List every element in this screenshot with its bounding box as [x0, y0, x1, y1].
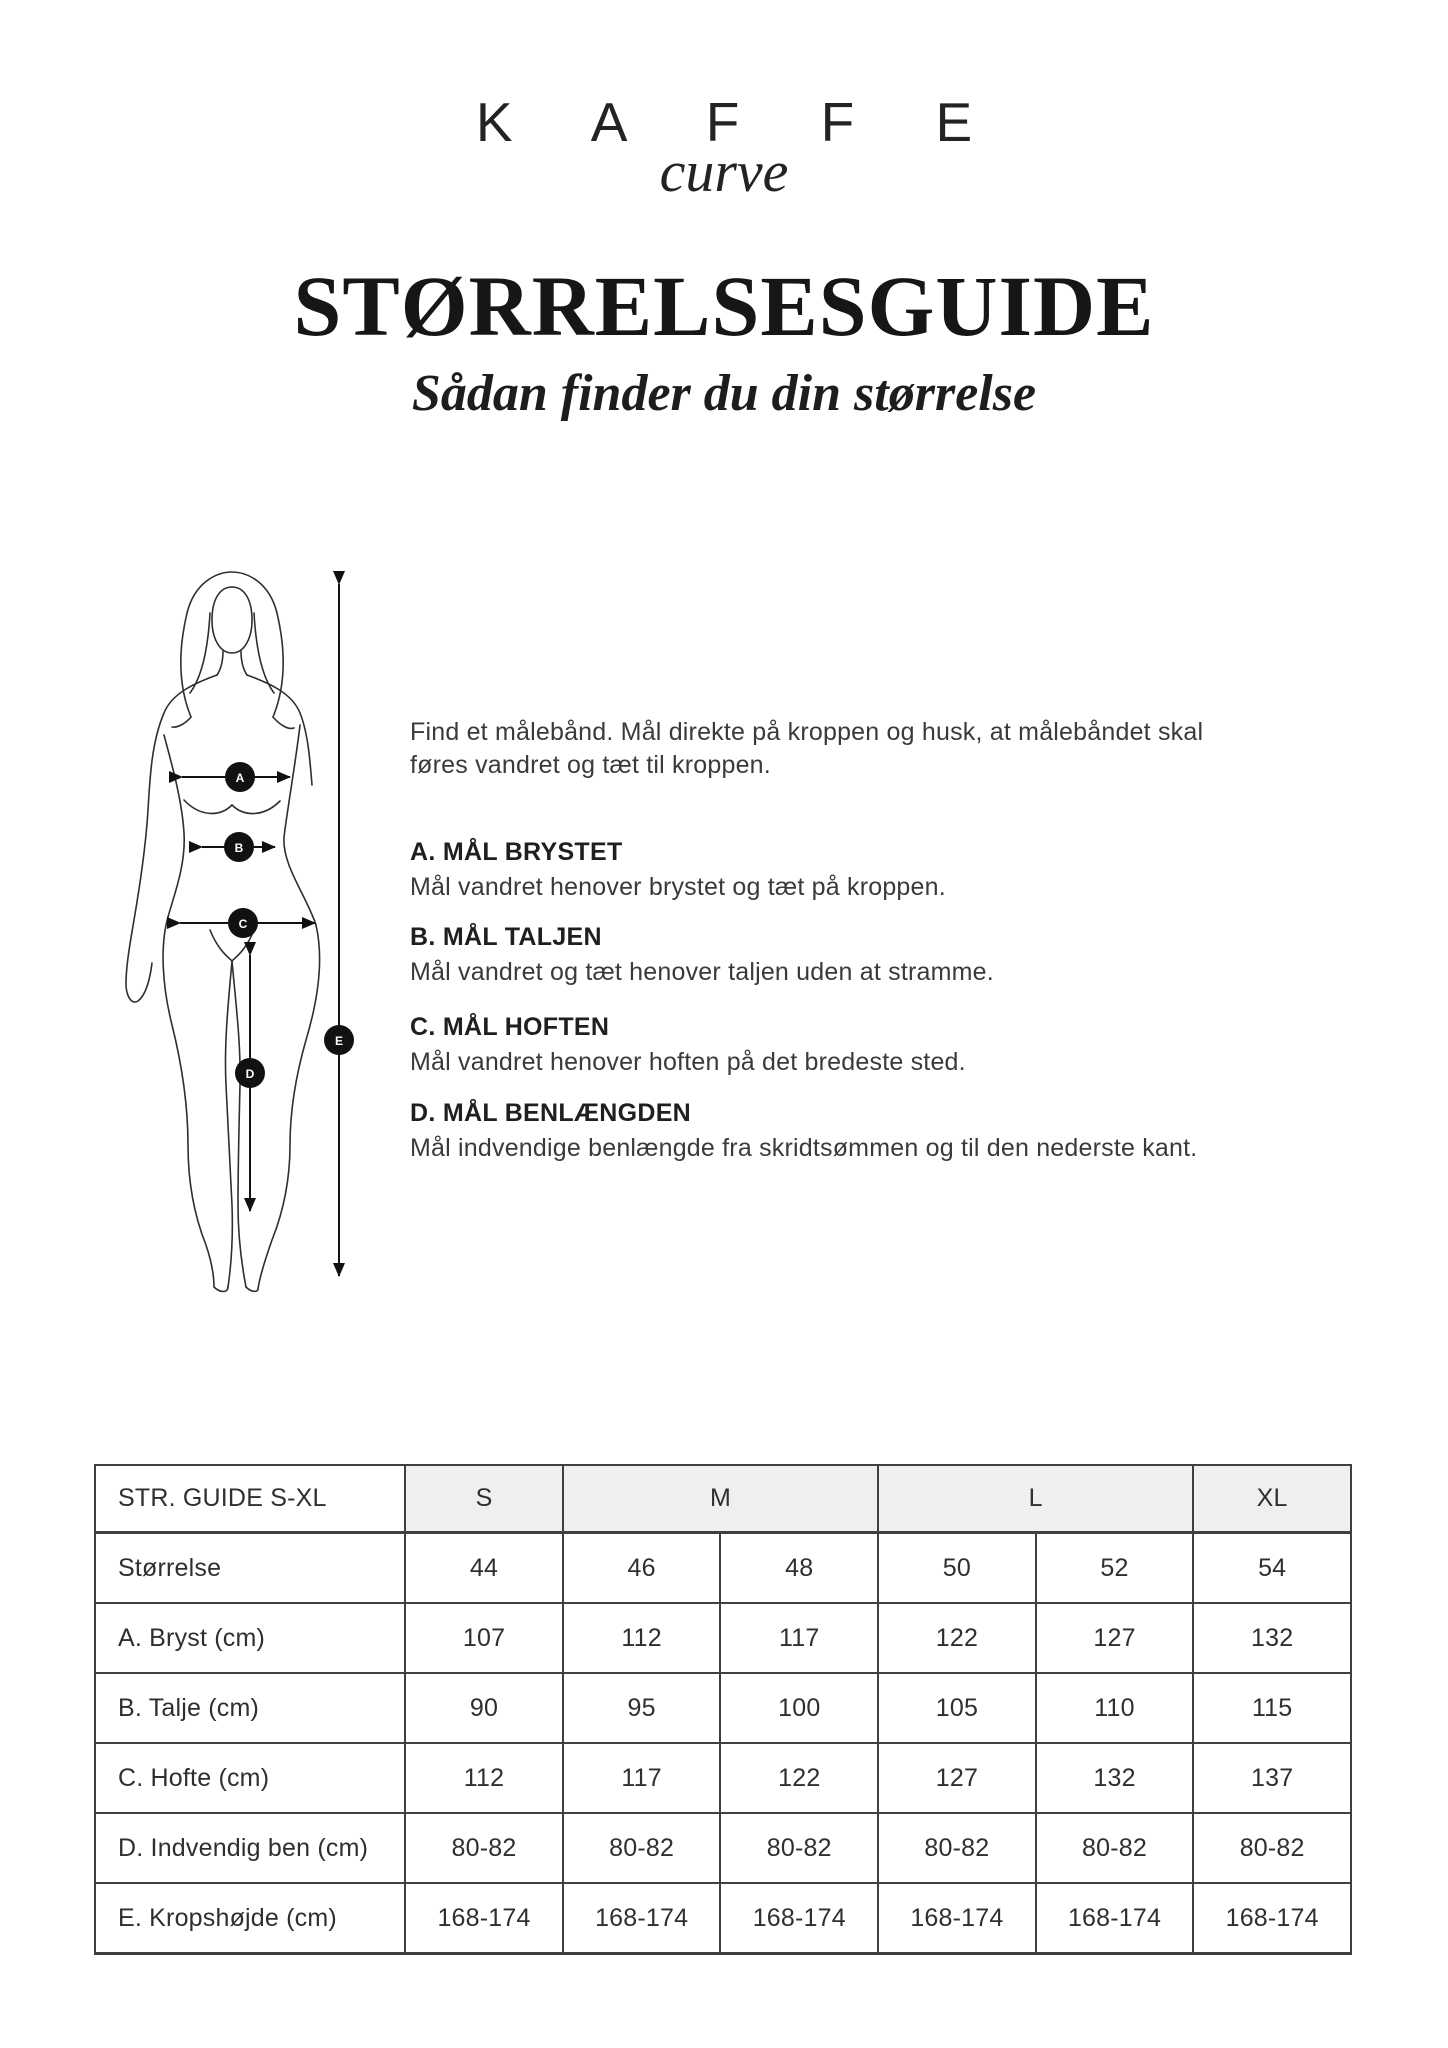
table-header-row — [95, 1465, 1351, 1533]
marker-height — [324, 1025, 354, 1055]
table-row-hip — [95, 1743, 1351, 1813]
marker-hip-label: C — [238, 917, 248, 931]
section-leg — [410, 1099, 1350, 1163]
brand-logo-sub: curve — [659, 139, 789, 204]
cell-value: 80-82 — [1193, 1813, 1351, 1883]
marker-waist-label: B — [234, 841, 244, 855]
marker-bust — [225, 762, 255, 792]
section-hip-body: Mål vandret henover hoften på det bredeste sted. — [410, 1048, 966, 1076]
cell-value: 80-82 — [720, 1813, 878, 1883]
cell-value: 168-174 — [720, 1883, 878, 1954]
measurement-arrows — [180, 584, 339, 1276]
table-row-size — [95, 1533, 1351, 1604]
cell-value: 48 — [720, 1533, 878, 1604]
cell-value: 54 — [1193, 1533, 1351, 1604]
marker-inner-leg — [235, 1058, 265, 1088]
row-label: Størrelse — [95, 1533, 405, 1604]
row-label: B. Talje (cm) — [95, 1673, 405, 1743]
cell-value: 112 — [405, 1743, 563, 1813]
cell-value: 115 — [1193, 1673, 1351, 1743]
marker-hip — [228, 908, 258, 938]
row-label: C. Hofte (cm) — [95, 1743, 405, 1813]
header-size-xl: XL — [1193, 1465, 1351, 1533]
cell-value: 117 — [563, 1743, 721, 1813]
cell-value: 168-174 — [563, 1883, 721, 1954]
section-waist-heading: B. MÅL TALJEN — [410, 923, 602, 951]
cell-value: 132 — [1193, 1603, 1351, 1673]
intro-text: Find et målebånd. Mål direkte på kroppen og husk, at målebåndet skal føres vandret og tæt til kroppen. — [410, 718, 1204, 779]
section-waist-body: Mål vandret og tæt henover taljen uden at stramme. — [410, 958, 994, 986]
woman-outline — [126, 572, 320, 1292]
brand-logo: K A F F E — [475, 91, 1006, 153]
cell-value: 95 — [563, 1673, 721, 1743]
page-title: STØRRELSESGUIDE — [293, 258, 1155, 354]
marker-height-label: E — [334, 1034, 344, 1048]
cell-value: 90 — [405, 1673, 563, 1743]
cell-value: 168-174 — [1036, 1883, 1194, 1954]
section-bust-heading: A. MÅL BRYSTET — [410, 838, 623, 866]
cell-value: 117 — [720, 1603, 878, 1673]
size-guide-table — [94, 1464, 1352, 1955]
marker-waist — [224, 832, 254, 862]
table-row-inner-leg — [95, 1813, 1351, 1883]
section-waist — [410, 923, 1350, 987]
section-leg-heading: D. MÅL BENLÆNGDEN — [410, 1099, 692, 1127]
cell-value: 50 — [878, 1533, 1036, 1604]
cell-value: 122 — [878, 1603, 1036, 1673]
cell-value: 110 — [1036, 1673, 1194, 1743]
cell-value: 168-174 — [405, 1883, 563, 1954]
cell-value: 105 — [878, 1673, 1036, 1743]
cell-value: 80-82 — [405, 1813, 563, 1883]
row-label: E. Kropshøjde (cm) — [95, 1883, 405, 1954]
cell-value: 44 — [405, 1533, 563, 1604]
cell-value: 168-174 — [878, 1883, 1036, 1954]
cell-value: 122 — [720, 1743, 878, 1813]
cell-value: 80-82 — [563, 1813, 721, 1883]
page-subtitle: Sådan finder du din størrelse — [411, 365, 1037, 422]
marker-bust-label: A — [235, 771, 245, 785]
cell-value: 107 — [405, 1603, 563, 1673]
section-bust-body: Mål vandret henover brystet og tæt på kroppen. — [410, 873, 946, 901]
cell-value: 127 — [1036, 1603, 1194, 1673]
cell-value: 132 — [1036, 1743, 1194, 1813]
measurement-markers — [224, 762, 354, 1088]
section-hip-heading: C. MÅL HOFTEN — [410, 1013, 610, 1041]
cell-value: 80-82 — [1036, 1813, 1194, 1883]
table-corner-cell: STR. GUIDE S-XL — [95, 1465, 405, 1533]
row-label: A. Bryst (cm) — [95, 1603, 405, 1673]
header-size-l: L — [878, 1465, 1193, 1533]
table-row-waist — [95, 1673, 1351, 1743]
cell-value: 168-174 — [1193, 1883, 1351, 1954]
section-bust — [410, 838, 1350, 902]
cell-value: 137 — [1193, 1743, 1351, 1813]
header-size-m: M — [563, 1465, 878, 1533]
table-row-height — [95, 1883, 1351, 1954]
table-row-bust — [95, 1603, 1351, 1673]
cell-value: 100 — [720, 1673, 878, 1743]
row-label: D. Indvendig ben (cm) — [95, 1813, 405, 1883]
header-size-s: S — [405, 1465, 563, 1533]
cell-value: 127 — [878, 1743, 1036, 1813]
cell-value: 112 — [563, 1603, 721, 1673]
cell-value: 80-82 — [878, 1813, 1036, 1883]
marker-inner-leg-label: D — [245, 1067, 255, 1081]
section-leg-body: Mål indvendige benlængde fra skridtsømmen og til den nederste kant. — [410, 1134, 1198, 1162]
body-measurement-figure — [60, 565, 360, 1295]
cell-value: 46 — [563, 1533, 721, 1604]
section-hip — [410, 1013, 1350, 1077]
cell-value: 52 — [1036, 1533, 1194, 1604]
